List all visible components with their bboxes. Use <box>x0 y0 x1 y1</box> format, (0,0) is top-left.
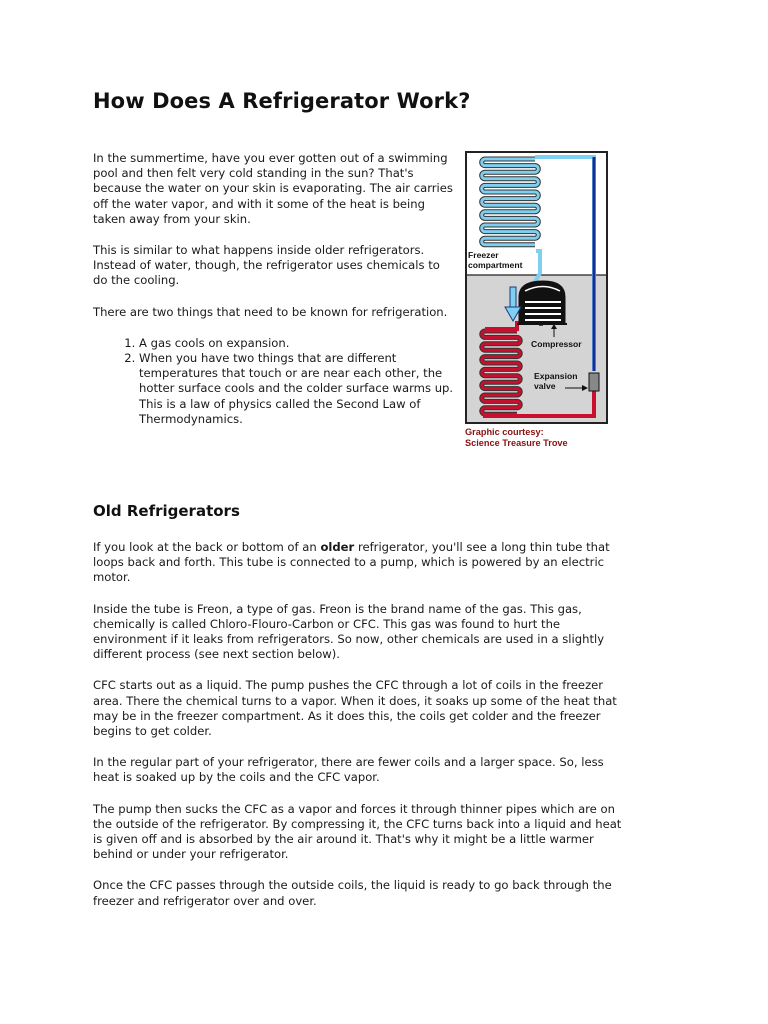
list-item: 2. When you have two things that are different temperatures that touch or are near each other, the hotter surface cools and the colder surface warms up. This is a law of physics called the Second Law of Thermodynamics. <box>139 351 455 427</box>
compressor-label: Compressor <box>531 339 582 349</box>
refrigerator-diagram-graphic <box>465 151 608 424</box>
expansion-valve-label: valve <box>534 381 556 391</box>
credit-line: Science Treasure Trove <box>465 438 568 448</box>
refrigerator-diagram <box>465 151 610 449</box>
section-paragraph: The pump then sucks the CFC as a vapor and forces it through thinner pipes which are on the outside of the refrigerator. By compressing it, the CFC turns back into a liquid and heat is given off and is absorbed by the air around it. That's why it might be a little warmer behind or under your refrigerator. <box>93 801 622 862</box>
intro-paragraph: This is similar to what happens inside older refrigerators. Instead of water, though, the refrigerator uses chemicals to do the cooling. <box>93 243 440 288</box>
page-title: How Does A Refrigerator Work? <box>93 89 471 113</box>
principles-list <box>93 336 455 427</box>
section-paragraph: Once the CFC passes through the outside coils, the liquid is ready to go back through the freezer and refrigerator over and over. <box>93 878 612 908</box>
intro-section <box>93 151 455 427</box>
section-paragraph: In the regular part of your refrigerator, there are fewer coils and a larger space. So, less heat is soaked up by the coils and the CFC vapor. <box>93 755 604 785</box>
emphasis-text: older <box>320 540 355 554</box>
expansion-valve <box>589 373 599 391</box>
graphic-credit <box>465 427 610 449</box>
text-run: If you look at the back or bottom of an <box>93 540 321 554</box>
section-paragraph: Inside the tube is Freon, a type of gas. Freon is the brand name of the gas. This gas, chemically is called Chloro-Flouro-Carbon or CFC. This gas was found to hurt the environment if it leaks from refrigerators. So now, other chemicals are used in a slightly different process (see next section below). <box>93 601 605 662</box>
compressor <box>517 281 567 325</box>
freezer-label: Freezer <box>468 250 499 260</box>
section-paragraph: CFC starts out as a liquid. The pump pushes the CFC through a lot of coils in the freezer area. There the chemical turns to a vapor. When it does, it soaks up some of the heat that may be in the freezer compartment. As it does this, the coils get colder and the freezer begins to get colder. <box>93 678 617 739</box>
intro-paragraph: In the summertime, have you ever gotten out of a swimming pool and then felt very cold standing in the sun? That's because the water on your skin is evaporating. The air carries off the water vapor, and with it some of the heat is being taken away from your skin. <box>93 151 453 226</box>
section-paragraph <box>93 540 623 586</box>
text-run: refrigerator, you'll see a long thin tube that loops back and forth. This tube is connected to a pump, which is powered by an electric motor. <box>93 540 610 585</box>
old-refrigerators-section <box>93 540 623 925</box>
credit-line: Graphic courtesy: <box>465 427 544 437</box>
section-heading: Old Refrigerators <box>93 502 240 520</box>
intro-paragraph: There are two things that need to be known for refrigeration. <box>93 304 448 319</box>
expansion-valve-label: Expansion <box>534 371 578 381</box>
freezer-label: compartment <box>468 260 523 270</box>
list-item: 1. A gas cools on expansion. <box>139 336 455 351</box>
